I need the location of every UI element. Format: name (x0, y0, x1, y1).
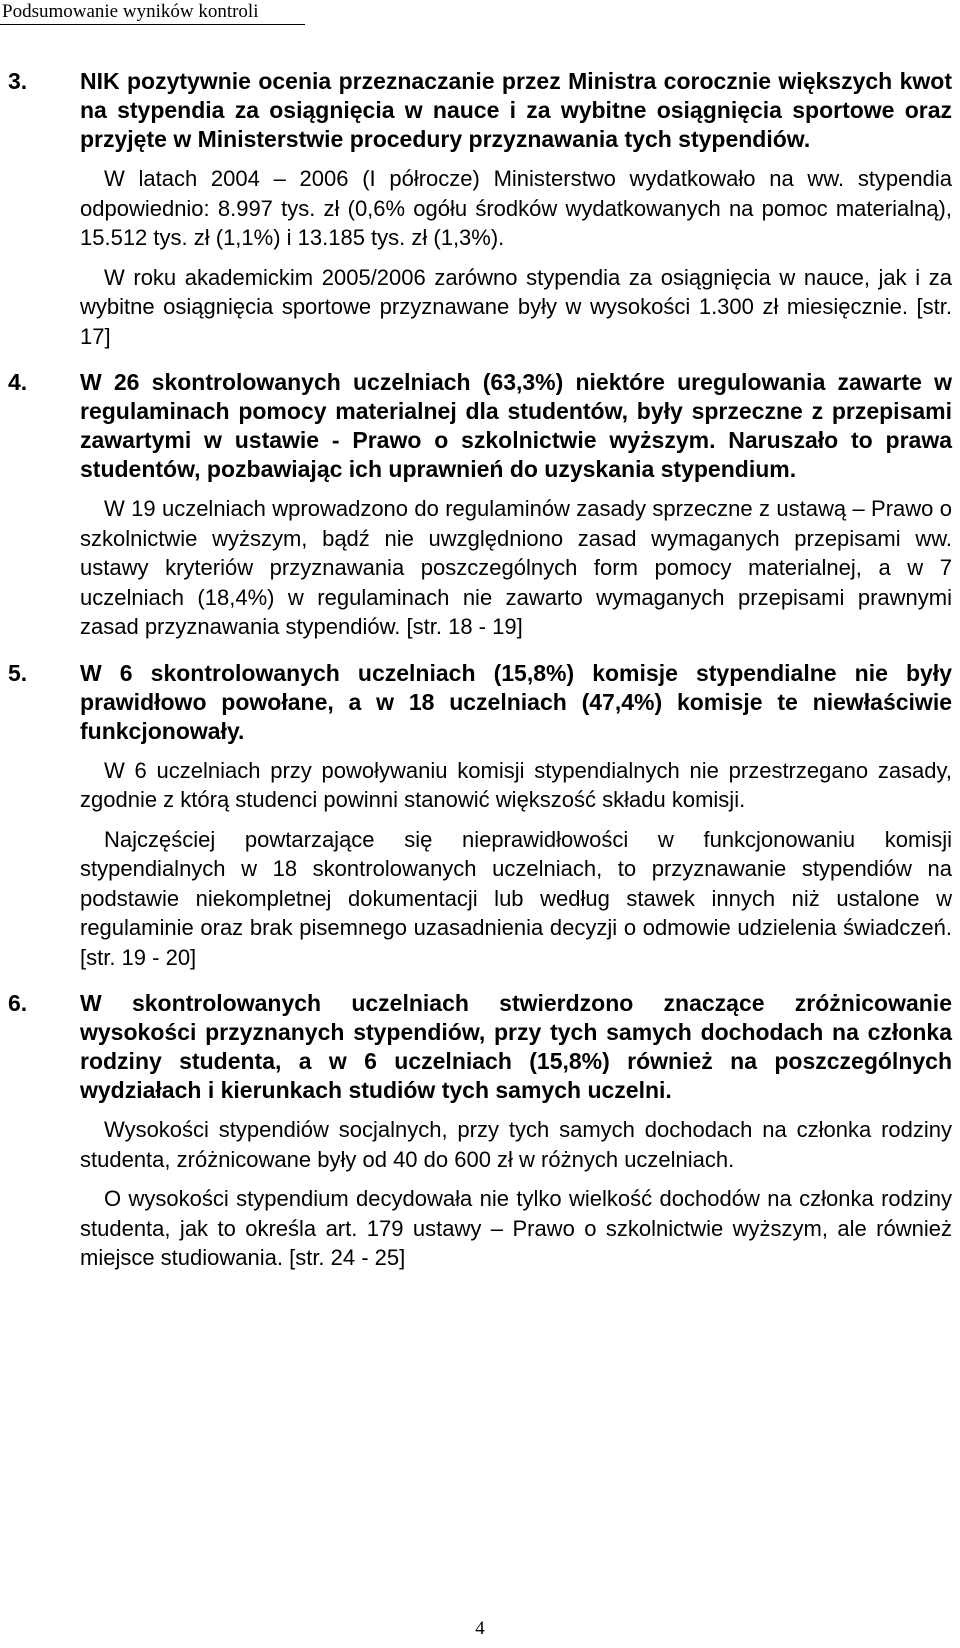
item-heading: NIK pozytywnie ocenia przeznaczanie przez Ministra corocznie większych kwot na stypendia za osiągnięcia w nauce i za wybitne osiągnięcia sportowe oraz przyjęte w Ministerstwie procedury przyznawania tych stypendiów. (80, 68, 952, 152)
finding-item-3 (8, 67, 952, 351)
item-heading: W skontrolowanych uczelniach stwierdzono znaczące zróżnicowanie wysokości przyznanych stypendiów, przy tych samych dochodach na członka rodziny studenta, a w 6 uczelniach (15,8%) również na poszczególnych wydziałach i kierunkach studiów tych samych uczelni. (80, 990, 952, 1103)
item-heading: W 6 skontrolowanych uczelniach (15,8%) komisje stypendialne nie były prawidłowo powołane, a w 18 uczelniach (47,4%) komisje te niewłaściwie funkcjonowały. (80, 659, 952, 744)
finding-item-5 (8, 659, 952, 973)
finding-item-4 (8, 368, 952, 642)
page-number: 4 (475, 1618, 485, 1639)
running-header (0, 0, 305, 25)
paragraph: Wysokości stypendiów socjalnych, przy tych samych dochodach na członka rodziny studenta, zróżnicowane były od 40 do 600 zł w różnych uczelniach. (80, 1117, 952, 1172)
paragraph: O wysokości stypendium decydowała nie tylko wielkość dochodów na członka rodziny studenta, jak to określa art. 179 ustawy – Prawo o szkolnictwie wyższym, ale również miejsce studiowania. [str. 24 - 25] (80, 1186, 952, 1270)
item-heading: W 26 skontrolowanych uczelniach (63,3%) niektóre uregulowania zawarte w regulaminach pomocy materialnej dla studentów, były sprzeczne z przepisami zawartymi w ustawie - Prawo o szkolnictwie wyższym. Naruszało to prawa studentów, pozbawiając ich uprawnień do uzyskania stypendium. (80, 369, 952, 482)
document-body (8, 67, 952, 1273)
paragraph: W 19 uczelniach wprowadzono do regulaminów zasady sprzeczne z ustawą – Prawo o szkolnictwie wyższym, bądź nie uwzględniono zasad wymaganych przepisami ww. ustawy kryteriów przyznawania poszczególnych form pomocy materialnej, a w 7 uczelniach (18,4%) w regulaminach nie zawarto wymaganych przepisami prawnymi zasad przyznawania stypendiów. [str. 18 - 19] (80, 496, 952, 639)
item-number: 4. (8, 369, 28, 395)
item-number: 6. (8, 990, 28, 1016)
running-header-title: Podsumowanie wyników kontroli (2, 1, 259, 22)
paragraph: W latach 2004 – 2006 (I półrocze) Ministerstwo wydatkowało na ww. stypendia odpowiednio: 8.997 tys. zł (0,6% ogółu środków wydatkowanych na pomoc materialną), 15.512 tys. zł (1,1%) i 13.185 tys. zł (1,3%). (80, 166, 952, 250)
paragraph: W roku akademickim 2005/2006 zarówno stypendia za osiągnięcia w nauce, jak i za wybitne osiągnięcia sportowe przyznawane były w wysokości 1.300 zł miesięcznie. [str. 17] (80, 264, 952, 349)
finding-item-6 (8, 989, 952, 1273)
paragraph: Najczęściej powtarzające się nieprawidłowości w funkcjonowaniu komisji stypendialnych w 18 skontrolowanych uczelniach, to przyznawanie stypendiów na podstawie niekompletnej dokumentacji lub według stawek innych niż ustalone w regulaminie oraz brak pisemnego uzasadnienia decyzji o odmowie udzielenia świadczeń. [str. 19 - 20] (80, 826, 952, 970)
paragraph: W 6 uczelniach przy powoływaniu komisji stypendialnych nie przestrzegano zasady, zgodnie z którą studenci powinni stanowić większość składu komisji. (80, 757, 952, 812)
item-number: 3. (8, 68, 28, 94)
item-number: 5. (8, 659, 28, 686)
